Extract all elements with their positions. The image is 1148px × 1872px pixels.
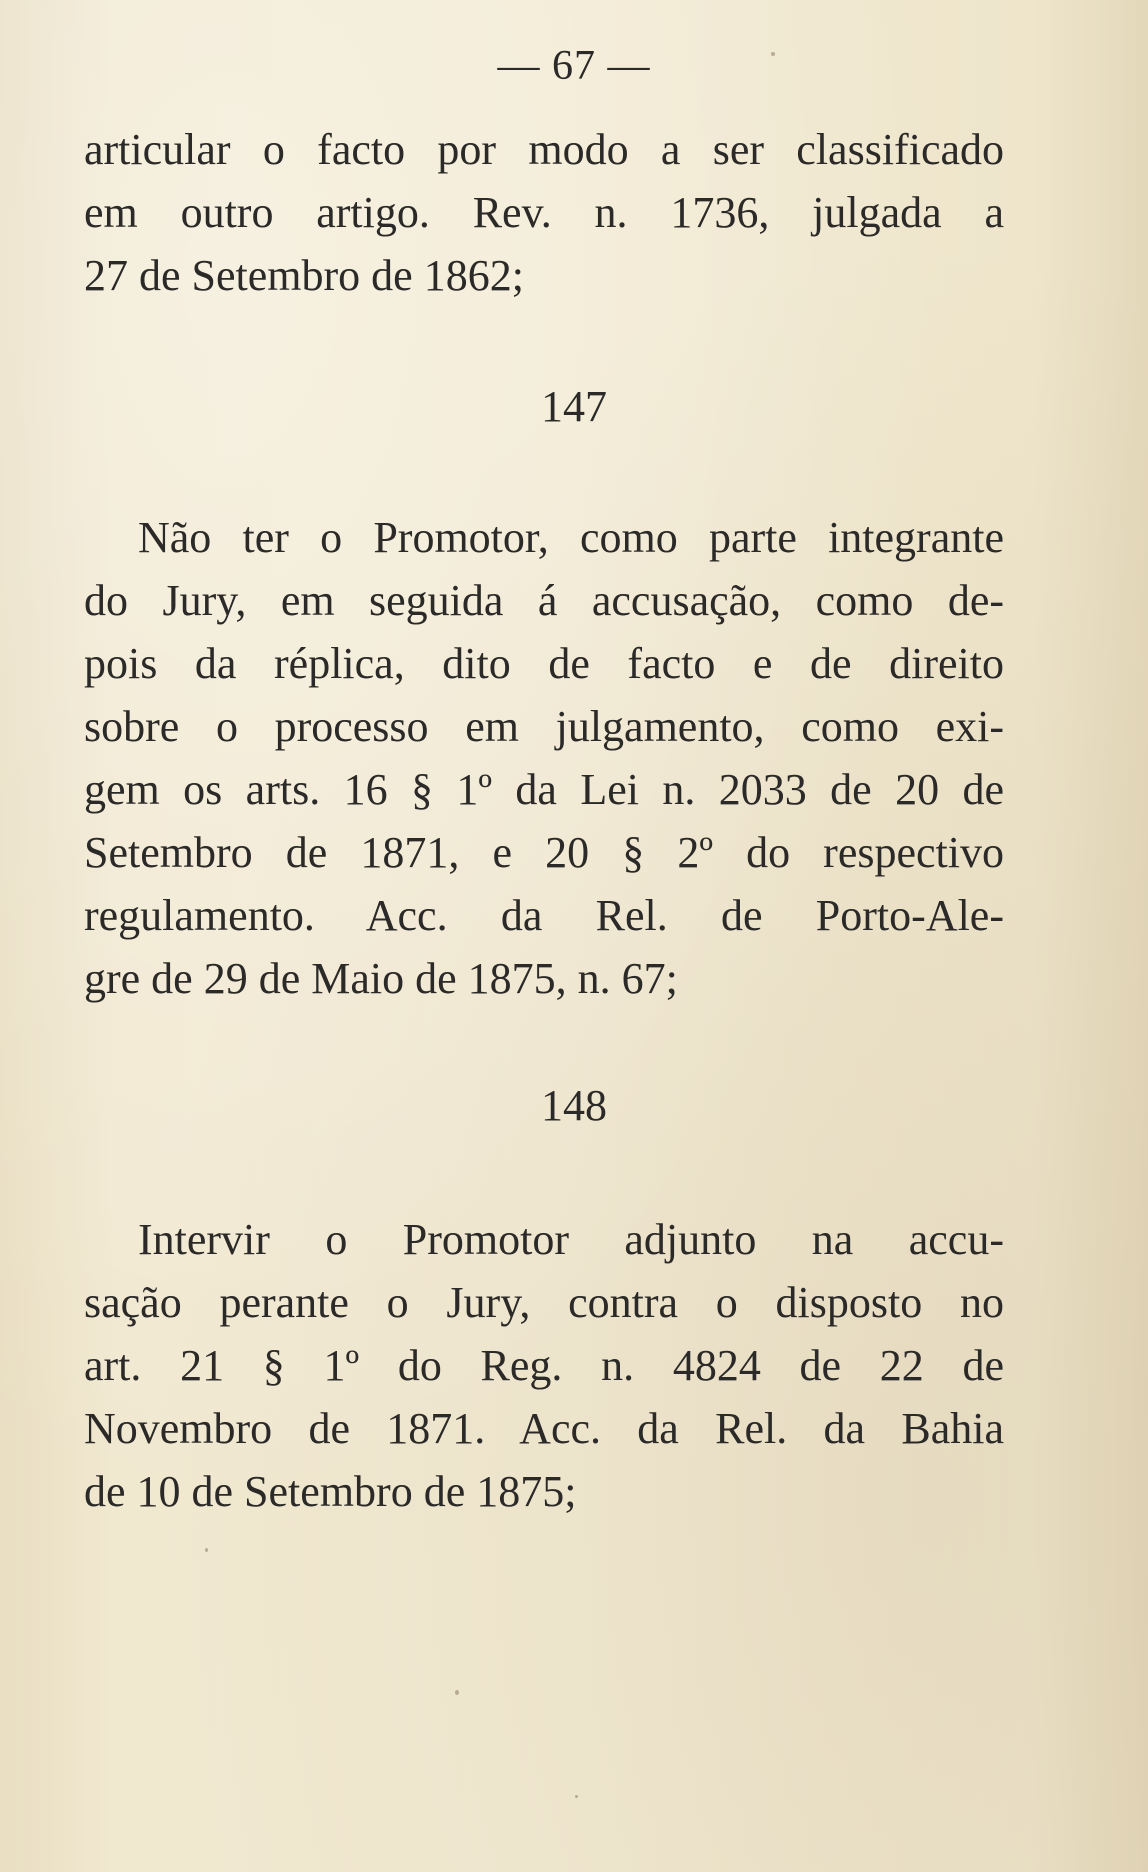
entry-number-148: 148	[541, 1081, 607, 1130]
text-line: do Jury, em seguida á accusação, como de-	[84, 576, 1004, 625]
text-line: Setembro de 1871, e 20 § 2º do respectivo	[84, 828, 1004, 877]
text-line: sação perante o Jury, contra o disposto no	[84, 1278, 1004, 1327]
paper-speck	[455, 1690, 459, 1695]
text-line: Não ter o Promotor, como parte integrante	[138, 513, 1004, 562]
entry-paragraph-147	[84, 506, 1004, 1010]
entry-number-147: 147	[541, 382, 607, 431]
text-line: art. 21 § 1º do Reg. n. 4824 de 22 de	[84, 1341, 1004, 1390]
paper-speck	[205, 1548, 208, 1552]
text-line: gre de 29 de Maio de 1875, n. 67;	[84, 954, 678, 1003]
text-line: Intervir o Promotor adjunto na accu-	[138, 1215, 1004, 1264]
text-line: 27 de Setembro de 1862;	[84, 251, 524, 300]
text-line: gem os arts. 16 § 1º da Lei n. 2033 de 20 de	[84, 765, 1004, 814]
entry-paragraph-148	[84, 1208, 1004, 1523]
continuation-paragraph	[84, 118, 1004, 307]
text-line: regulamento. Acc. da Rel. de Porto-Ale-	[84, 891, 1004, 940]
text-line: Novembro de 1871. Acc. da Rel. da Bahia	[84, 1404, 1004, 1453]
text-line: articular o facto por modo a ser classificado	[84, 125, 1004, 174]
text-line: pois da réplica, dito de facto e de direito	[84, 639, 1004, 688]
text-line: de 10 de Setembro de 1875;	[84, 1467, 577, 1516]
paper-speck	[575, 1795, 578, 1798]
page-number: — 67 —	[497, 43, 651, 89]
text-line: sobre o processo em julgamento, como exi-	[84, 702, 1004, 751]
text-line: em outro artigo. Rev. n. 1736, julgada a	[84, 188, 1004, 237]
paper-speck	[771, 52, 775, 56]
